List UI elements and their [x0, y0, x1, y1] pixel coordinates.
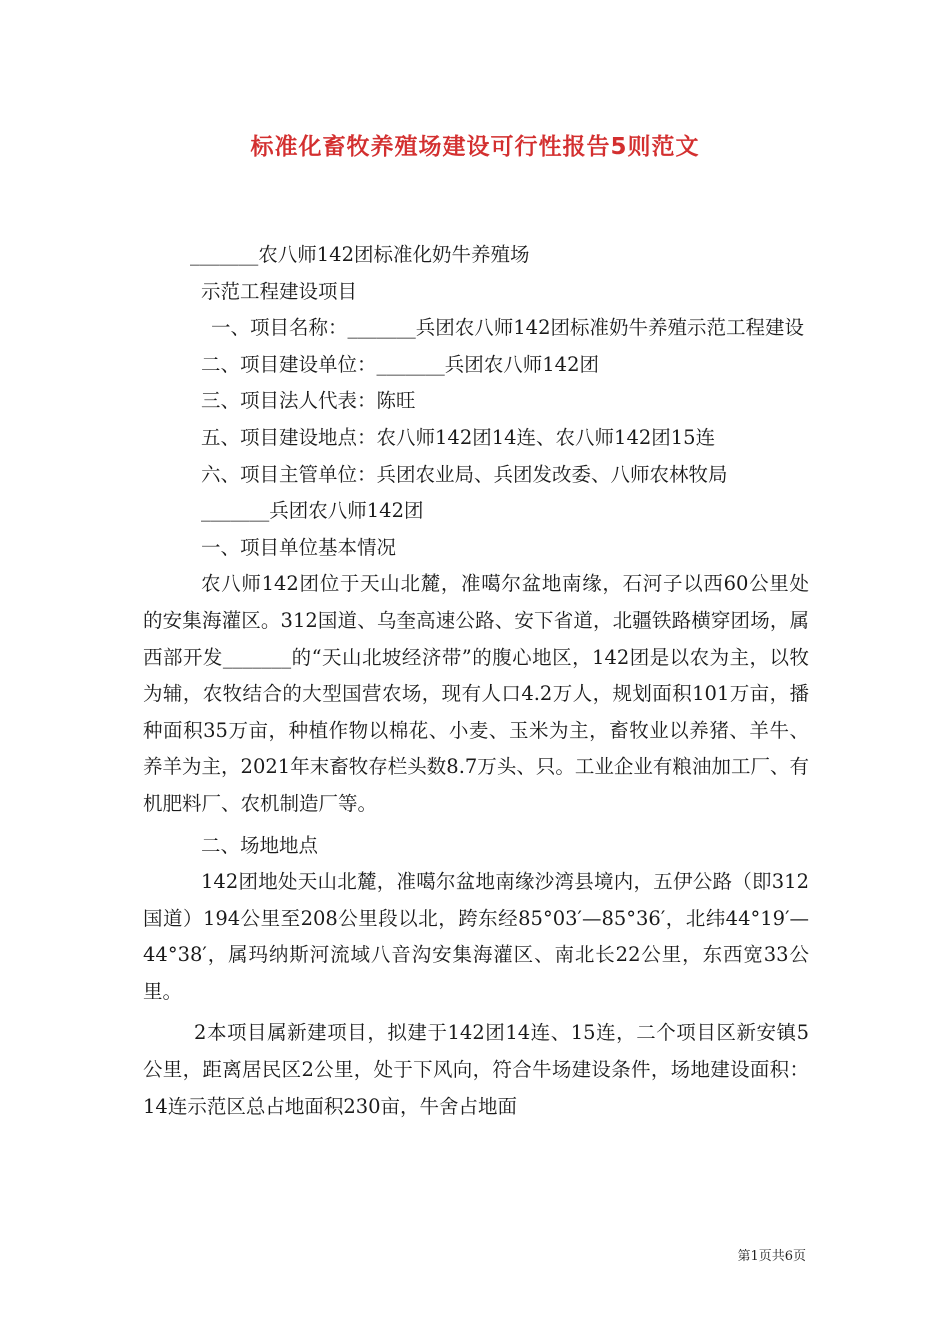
paragraph-legal-rep: 三、项目法人代表：陈旺 — [201, 389, 416, 413]
page-number: 第1页共6页 — [737, 1249, 806, 1264]
paragraph-site: 142团地处天山北麓，准噶尔盆地南缘沙湾县境内，五伊公路（即312国道）194公里至208公里段以北，跨东经85°03′—85°36′，北纬44°19′—44°38′，属玛纳斯河流域八音沟安集海灌区、南北长22公里，东西宽33公里。 — [143, 870, 809, 1003]
paragraph-project-name: 一、项目名称：_______兵团农八师142团标准奶牛养殖示范工程建设 — [211, 316, 804, 340]
paragraph-supervising-unit: 六、项目主管单位：兵团农业局、兵团发改委、八师农林牧局 — [201, 462, 728, 486]
paragraph-project-unit: 二、项目建设单位：_______兵团农八师142团 — [201, 352, 599, 376]
paragraph-project-location: 五、项目建设地点：农八师142团14连、农八师142团15连 — [201, 425, 716, 449]
paragraph-unit-name: _______兵团农八师142团 — [201, 499, 424, 523]
paragraph-basic-info: 农八师142团位于天山北麓，准噶尔盆地南缘，石河子以西60公里处的安集海灌区。312国道、乌奎高速公路、安下省道，北疆铁路横穿团场，属西部开发_______的“天山北坡经济带”的腹心地区，142团是以农为主，以牧为辅，农牧结合的大型国营农场，现有人口4.2万人，规划面积101万亩，播种面积35万亩，种植作物以棉花、小麦、玉米为主，畜牧业以养猪、羊牛、养羊为主，2021年末畜牧存栏头数8.7万头、只。工业企业有粮油加工厂、有机肥料厂、农机制造厂等。 — [143, 572, 809, 815]
section-heading-basic-info: 一、项目单位基本情况 — [201, 535, 397, 559]
document-title: 标准化畜牧养殖场建设可行性报告5则范文 — [250, 134, 700, 160]
paragraph-subtitle-1: _______农八师142团标准化奶牛养殖场 — [190, 243, 530, 266]
section-heading-site: 二、场地地点 — [201, 833, 319, 857]
paragraph-subtitle-2: 示范工程建设项目 — [201, 279, 358, 303]
paragraph-new-project: 2本项目属新建项目，拟建于142团14连、15连，二个项目区新安镇5公里，距离居民区2公里，处于下风向，符合牛场建设条件，场地建设面积：14连示范区总占地面积230亩，牛舍占地面 — [143, 1021, 809, 1118]
document-body — [143, 237, 809, 1125]
